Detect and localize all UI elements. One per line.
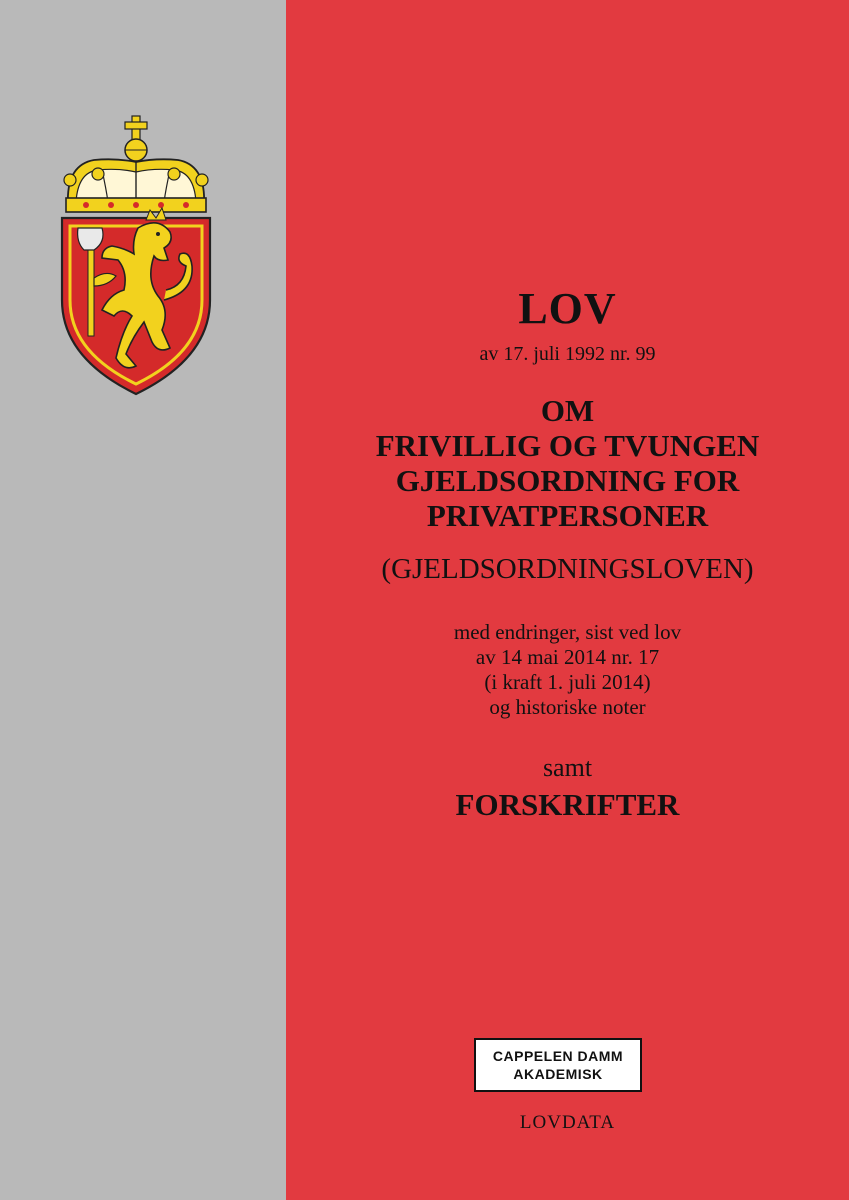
publisher-logo-line: CAPPELEN DAMM bbox=[492, 1048, 624, 1064]
norwegian-coat-of-arms-icon bbox=[46, 110, 226, 400]
amendment-notes bbox=[286, 620, 849, 720]
amendment-line: med endringer, sist ved lov bbox=[453, 620, 682, 644]
samt-text: samt bbox=[542, 753, 593, 782]
law-subject-line: PRIVATPERSONER bbox=[426, 498, 709, 533]
law-date: av 17. juli 1992 nr. 99 bbox=[479, 343, 656, 365]
amendment-line: av 14 mai 2014 nr. 17 bbox=[475, 645, 660, 669]
publisher-logo-line: AKADEMISK bbox=[513, 1066, 603, 1082]
law-title: LOV bbox=[518, 284, 617, 333]
law-subject bbox=[286, 393, 849, 533]
law-subject-line: FRIVILLIG OG TVUNGEN bbox=[375, 428, 760, 463]
law-subject-line: OM bbox=[540, 393, 595, 428]
publisher-logo bbox=[474, 1038, 642, 1092]
law-short-title: (GJELDSORDNINGSLOVEN) bbox=[381, 553, 754, 585]
amendment-line: og historiske noter bbox=[489, 695, 646, 719]
forskrifter-heading: FORSKRIFTER bbox=[455, 787, 680, 822]
imprint-text: LOVDATA bbox=[519, 1112, 616, 1133]
law-subject-line: GJELDSORDNING FOR bbox=[395, 463, 740, 498]
cover-red-panel bbox=[286, 0, 849, 1200]
amendment-line: (i kraft 1. juli 2014) bbox=[484, 670, 651, 694]
